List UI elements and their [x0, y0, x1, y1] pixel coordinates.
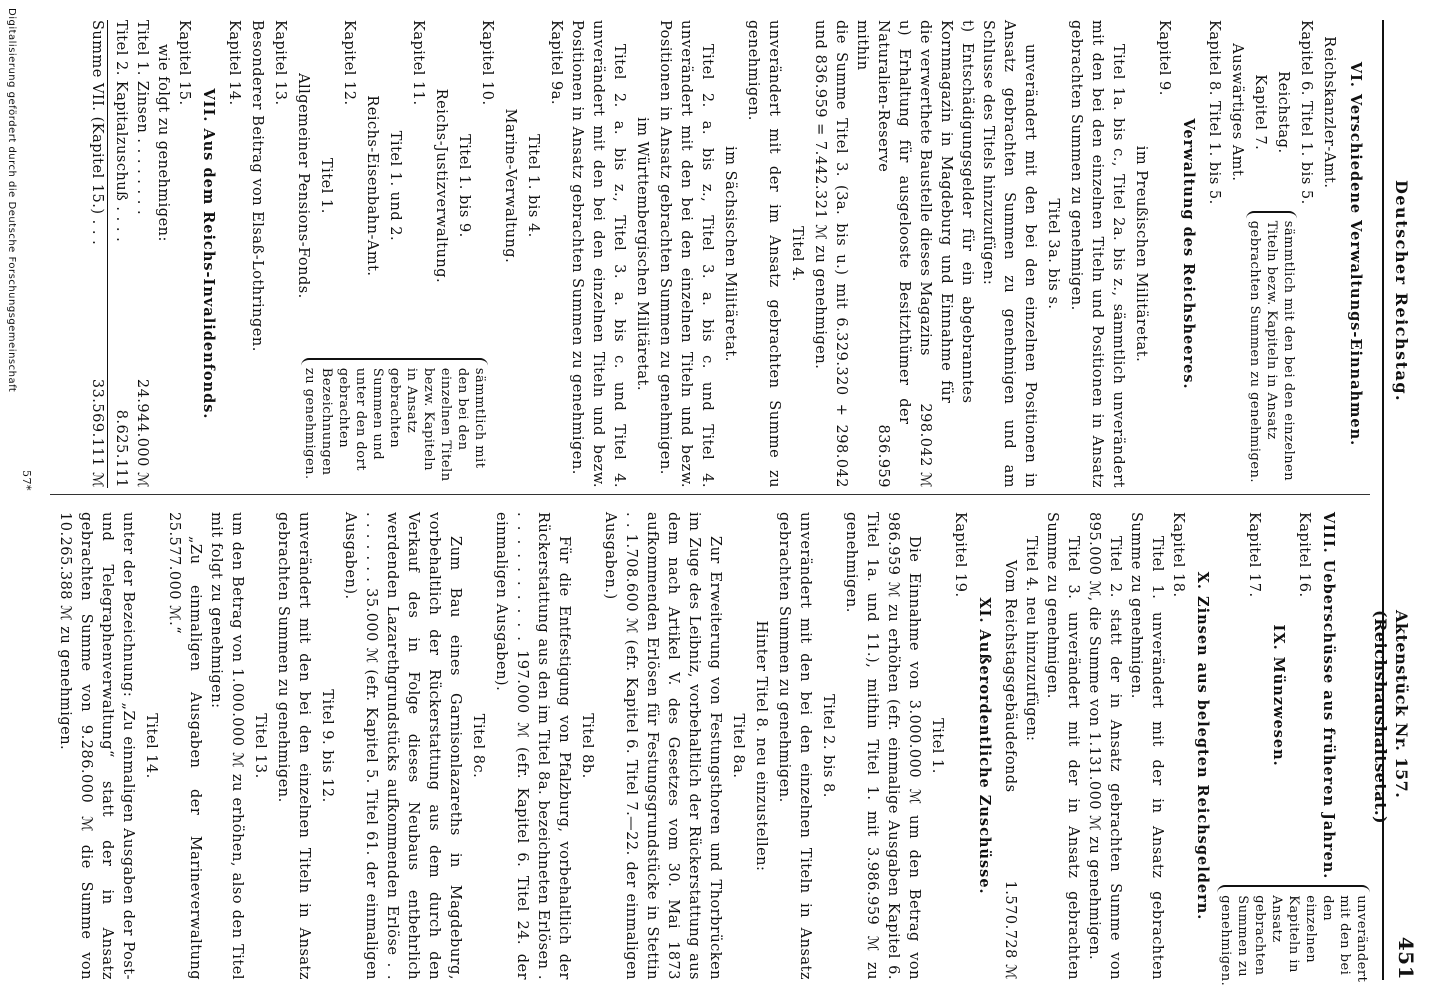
t2-row [110, 20, 131, 488]
sum-label: Summe VII. (Kapitel 15.) . . . [89, 20, 105, 246]
u-item-row [872, 20, 914, 488]
kap19-p1: Die Einnahme von 3.000.000 ℳ um den Betrag von 986.959 ℳ zu erhöhen (efr. einmalige Ausgaben Kapitel 6. Titel 1a. und 11.), mithin Titel 1. mit 3.986.959 ℳ zu genehmigen. [843, 512, 922, 980]
kap9a-brace-text: sämmtlich mit den bei den einzelnen Titeln bezw. Kapiteln in Ansatz gebrachten Summen und unter den dort gebrachten Bezeichnungen zu genehmigen. [301, 358, 488, 488]
t14-paragraph: unter der Bezeichnung: „Zu einmaligen Ausgaben der Post- und Telegraphenverwaltung“ statt der in Ansatz gebrachten Summe von 9.286.000 ℳ die Summe von 10.265.388 ℳ zu genehmigen. [57, 512, 136, 980]
marine-label: Marine-Verwaltung. [502, 108, 518, 264]
kap18-item-row [999, 512, 1020, 980]
kap6-label: Kapitel 6. Titel 1. bis 5. [1298, 20, 1314, 205]
t-item-row [914, 20, 977, 488]
t8c-heading: Titel 8c. [470, 713, 486, 779]
kap19-label: Kapitel 19. [952, 512, 968, 598]
kap18-label: Kapitel 18. [1170, 512, 1186, 598]
kap13-label: Kapitel 13. [272, 20, 288, 106]
kap16-label: Kapitel 16. [1296, 512, 1313, 598]
section-viii-heading: VIII. Ueberschüsse aus früheren Jahren. [1320, 512, 1338, 880]
titel4-heading: Titel 4. [789, 226, 805, 282]
t-amount: 298.042 ℳ [917, 403, 933, 488]
section-vii-heading: VII. Aus dem Reichs-Invalidenfonds. [200, 88, 217, 420]
kap9a-titel: Titel 1. bis 4. [525, 134, 541, 238]
t2-label: Titel 2. Kapitalzuschuß . . . . [113, 20, 129, 243]
saechs-paragraph: Titel 2. a. bis z., Titel 3. a. bis c. und Titel 4. unverändert mit den bei den einzelnen Titeln und bezw. Positionen in Ansatz gebrachten Summen zu genehmigen. [657, 20, 715, 488]
column-separator [50, 494, 1370, 495]
saechs-heading: im Sächsischen Militäretat. [722, 146, 738, 362]
t1-row [131, 20, 152, 488]
footnote-signature: 57* [20, 470, 33, 491]
t8a-heading: Titel 8a. [730, 713, 746, 779]
kap15-paragraph: wie folgt zu genehmigen: [155, 44, 171, 242]
sum-amount: 33.569.111 ℳ [89, 378, 105, 488]
eisenbahn-label: Reichs-Eisenbahn-Amt. [364, 95, 380, 277]
titel4-paragraph: unverändert mit der im Ansatz gebrachten Summe zu genehmigen. [745, 20, 782, 488]
kap9a-items [223, 20, 566, 352]
vi-items [1203, 20, 1341, 205]
heer-heading: Verwaltung des Reichsheeres. [1180, 118, 1197, 390]
kap18-p1: Titel 1. unverändert mit der in Ansatz gebrachten Summe zu genehmigen. [1128, 512, 1165, 980]
kap8-label: Kapitel 8. Titel 1. bis 5. [1206, 20, 1222, 205]
kap11-label: Kapitel 11. [410, 20, 426, 106]
kap19-p3: Hinter Titel 8. neu einzustellen: [753, 620, 769, 872]
kap10-label: Kapitel 10. [479, 20, 495, 106]
kap18-item: Vom Reichstagsgebäudefonds [1002, 560, 1018, 793]
header-doc-number: Aktenstück Nr. 157. [1392, 610, 1411, 799]
u-item: u) Erhaltung für ausgelooste Besitzthümer der Naturalien-Reserve [875, 20, 912, 425]
reichstag-label: Reichstag. [1275, 71, 1291, 154]
kap7-label: Kapitel 7. [1252, 74, 1268, 151]
vi-brace-group [1203, 20, 1341, 488]
kap15-label: Kapitel 15. [176, 20, 192, 106]
section-ix-heading: IX. Münzwesen. [1270, 624, 1288, 767]
running-header [1371, 20, 1418, 980]
viii-ix-brace-text: unverändert mit den bei den einzelnen Kapiteln in Ansatz gebrachten Summen zu genehmigen. [1217, 885, 1370, 986]
viii-ix-brace-group [1217, 512, 1370, 987]
kap19-titel1: Titel 1. [929, 718, 945, 774]
kap18-p2: Titel 2. statt der in Ansatz gebrachten Summe von 895.000 ℳ, die Summe von 1.131.000 ℳ zu genehmigen. [1086, 512, 1123, 980]
auswaertig-label: Auswärtiges Amt. [1229, 43, 1245, 182]
t8c-paragraph: Zum Bau eines Garnisonlazareths in Magdeburg, vorbehaltlich der Rückerstattung aus dem durch den Verkauf des in Folge dieses Neubaus entbehrlich werdenden Lazarethgrundstücks aufkommenden Erlöse . . . . . . . . . 35.000 ℳ (efr. Kapitel 5. Titel 61. der einmaligen Ausgaben). [342, 512, 463, 980]
header-rule [1382, 20, 1384, 980]
kap18-p4: Titel 4. neu hinzuzufügen: [1023, 536, 1039, 742]
digitization-credit: Digitalisierung gefördert durch die Deutsche Forschungsgemeinschaft [6, 8, 17, 393]
titel3-paragraph: unverändert mit den bei den einzelnen Positionen in Ansatz gebrachten Summen zu genehmigen und am Schlusse des Titels hinzuzufügen: [980, 20, 1038, 488]
t-item: t) Entschädigungsgelder für ein abgebranntes Kornmagazin in Magdeburg und Einnahme für die verwerthete Baustelle dieses Magazins [917, 20, 975, 404]
kap9a-brace-group [223, 20, 566, 488]
header-title: Deutscher Reichstag. [1392, 180, 1411, 403]
wuert-paragraph: Titel 2. a. bis z., Titel 3. a. bis c. und Titel 4. unverändert mit den bei den einzelnen Titeln und bezw. Positionen in Ansatz gebrachten Summen zu genehmigen. [569, 20, 627, 488]
kap11-titel: Titel 1. und 2. [387, 130, 403, 242]
header-doc-subject: (Reichshaushaltsetat.) [1371, 610, 1390, 825]
t1-label: Titel 1. Zinsen . . . . . . . . [134, 20, 150, 216]
sum-row [86, 20, 108, 488]
justiz-label: Reichs-Justizverwaltung. [433, 88, 449, 284]
right-column [54, 512, 1370, 987]
t8b-heading: Titel 8b. [579, 713, 595, 779]
kap14-label: Kapitel 14. [226, 20, 242, 106]
mithin-paragraph: die Summe Titel 3. (3a. bis u.) mit 6.329.320 + 298.042 und 836.959 = 7.442.321 ℳ zu genehmigen. [812, 20, 849, 488]
t9-heading: Titel 9. bis 12. [319, 689, 335, 803]
t8b-paragraph: Für die Entfestigung von Pfalzburg, vorbehaltlich der Rückerstattung aus den im Titel 8a. bezeichneten Erlösen . . . . . . . . . . . 197.000 ℳ (efr. Kapitel 6. Titel 24. der einmaligen Ausgaben). [493, 512, 572, 980]
pension-label: Allgemeiner Pensions-Fonds. [295, 73, 311, 299]
kap18-amount: 1.570.728 ℳ [1002, 880, 1018, 980]
vi-brace-text: sämmtlich mit den bei den einzelnen Titeln bezw. Kapiteln in Ansatz gebrachten Summen zu genehmigen. [1247, 211, 1298, 488]
t13-quote: „Zu einmaligen Ausgaben der Marineverwaltung 25.577.000 ℳ.“ [166, 512, 203, 980]
t14-heading: Titel 14. [143, 713, 159, 779]
kap9-label: Kapitel 9. [1156, 20, 1172, 96]
t2-amount: 8.625.111 [113, 409, 129, 488]
mithin-label: mithin [854, 20, 870, 71]
kap9a-label: Kapitel 9a. [548, 20, 564, 106]
kap12-label: Kapitel 12. [341, 20, 357, 106]
section-x-heading: X. Zinsen aus belegten Reichsgeldern. [1194, 571, 1211, 921]
left-column [86, 20, 1370, 488]
titel3-heading: Titel 3a. bis s. [1045, 198, 1061, 310]
section-vi-heading: VI. Verschiedene Verwaltungs-Einnahmen. [1347, 61, 1364, 447]
page-number: 451 [1394, 936, 1418, 980]
kap9-paragraph: Titel 1a. bis c., Titel 2a. bis z., sämmtlich unverändert mit den bei den einzelnen Titeln und Positionen in Ansatz gebrachten Summen zu genehmigen. [1068, 20, 1126, 488]
header-document [1370, 610, 1412, 980]
reichskanzler-label: Reichskanzler-Amt. [1321, 36, 1337, 189]
kap10-titel: Titel 1. bis 9. [456, 134, 472, 238]
preuss-heading: im Preußischen Militäretat. [1133, 145, 1149, 363]
t8a-paragraph: Zur Erweiterung von Festungsthoren und Thorbrücken im Zuge des Leibniz, vorbehaltlich der Rückerstattung aus dem nach Artikel V. des Gesetzes vom 30. Mai 1873 aufkommenden Erlösen für Festungsgrundstücke in Stettin . . 1.708.600 ℳ (efr. Kapitel 6. Titel 7.—22. der einmaligen Ausgaben.) [602, 512, 723, 980]
kap19-p2: unverändert mit den bei den einzelnen Titeln in Ansatz gebrachten Summen zu genehmigen. [776, 512, 813, 980]
wuert-heading: im Württembergischen Militäretat. [634, 117, 650, 391]
u-amount: 836.959 [875, 424, 891, 488]
kap18-p3: Titel 3. unverändert mit der in Ansatz gebrachten Summe zu genehmigen. [1044, 512, 1081, 980]
section-xi-heading: XI. Außerordentliche Zuschüsse. [976, 597, 993, 895]
t13-paragraph: um den Betrag von 1.000.000 ℳ zu erhöhen, also den Titel mit folgt zu genehmigen: [208, 512, 245, 980]
t9-paragraph: unverändert mit den bei den einzelnen Titeln in Ansatz gebrachten Summen zu genehmigen. [275, 512, 312, 980]
kap19-titel2: Titel 2. bis 8. [820, 694, 836, 798]
t1-amount: 24.944.000 ℳ [134, 378, 150, 488]
kap17-label: Kapitel 17. [1246, 512, 1263, 598]
t13-heading: Titel 13. [252, 713, 268, 779]
elsass-label: Besonderer Beitrag von Elsaß-Lothringen. [249, 20, 265, 352]
viii-ix-items [1244, 512, 1344, 879]
kap12-titel: Titel 1. [318, 158, 334, 214]
